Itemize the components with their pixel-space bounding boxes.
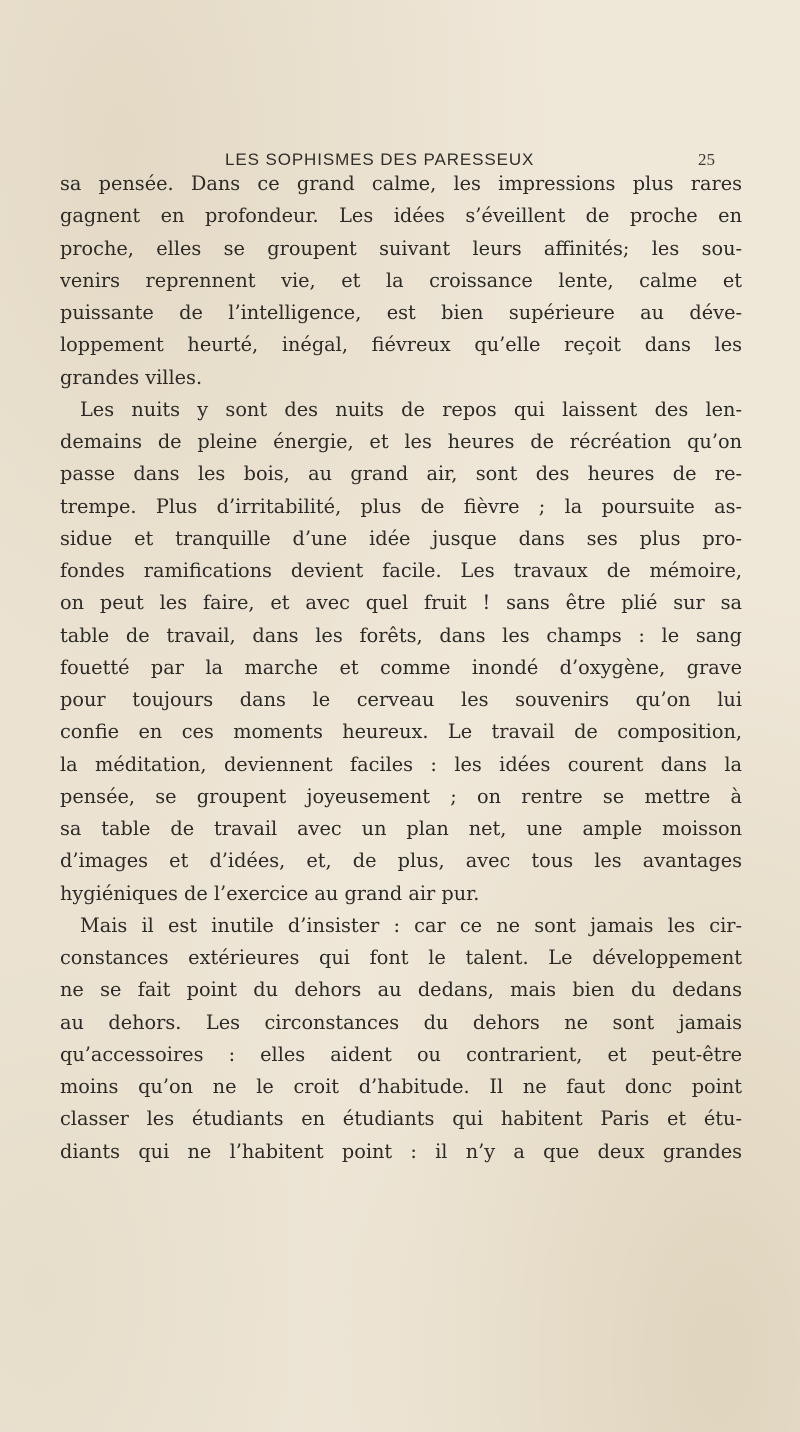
text-line: sa pensée. Dans ce grand calme, les impressions plus rares bbox=[60, 172, 742, 195]
text-line: qu’accessoires : elles aident ou contrarient, et peut-être bbox=[60, 1042, 742, 1066]
text-line: moins qu’on ne le croit d’habitude. Il ne faut donc point bbox=[60, 1075, 742, 1098]
text-line: puissante de l’intelligence, est bien supérieure au déve- bbox=[60, 301, 742, 324]
text-line: trempe. Plus d’irritabilité, plus de fièvre ; la poursuite as- bbox=[60, 494, 742, 518]
text-line: confie en ces moments heureux. Le travail de composition, bbox=[60, 720, 742, 744]
text-line: diants qui ne l’habitent point : il n’y a que deux grandes bbox=[60, 1139, 742, 1163]
text-line: classer les étudiants en étudiants qui habitent Paris et étu- bbox=[60, 1107, 742, 1131]
text-line: loppement heurté, inégal, fiévreux qu’elle reçoit dans les bbox=[60, 333, 742, 357]
text-line: fondes ramifications devient facile. Les travaux de mémoire, bbox=[60, 559, 742, 582]
text-line: au dehors. Les circonstances du dehors ne sont jamais bbox=[60, 1010, 742, 1034]
text-line: pour toujours dans le cerveau les souvenirs qu’on lui bbox=[60, 688, 742, 711]
text-line: Les nuits y sont des nuits de repos qui laissent des len- bbox=[80, 397, 742, 421]
text-line: on peut les faire, et avec quel fruit ! sans être plié sur sa bbox=[60, 591, 742, 615]
text-line: pensée, se groupent joyeusement ; on rentre se mettre à bbox=[60, 784, 742, 808]
text-line: constances extérieures qui font le talent. Le développement bbox=[60, 946, 742, 969]
text-line: ne se fait point du dehors au dedans, mais bien du dedans bbox=[60, 978, 742, 1002]
text-line: sidue et tranquille d’une idée jusque dans ses plus pro- bbox=[60, 526, 742, 550]
text-line: d’images et d’idées, et, de plus, avec tous les avantages bbox=[60, 849, 742, 873]
text-line: table de travail, dans les forêts, dans les champs : le sang bbox=[60, 623, 742, 647]
text-line: sa table de travail avec un plan net, une ample moisson bbox=[60, 817, 742, 840]
text-line: grandes villes. bbox=[60, 365, 203, 389]
text-line: gagnent en profondeur. Les idées s’éveillent de proche en bbox=[60, 204, 742, 228]
text-line: la méditation, deviennent faciles : les idées courent dans la bbox=[60, 752, 742, 776]
text-line: passe dans les bois, au grand air, sont des heures de re- bbox=[60, 462, 742, 486]
text-line: Mais il est inutile d’insister : car ce ne sont jamais les cir- bbox=[80, 913, 742, 937]
text-line: venirs reprennent vie, et la croissance lente, calme et bbox=[60, 268, 742, 292]
running-title: LES SOPHISMES DES PARESSEUX bbox=[225, 150, 535, 169]
text-line: hygiéniques de l’exercice au grand air pur. bbox=[60, 881, 480, 905]
page-number: 25 bbox=[698, 150, 715, 169]
body-text bbox=[60, 168, 742, 1168]
text-line: demains de pleine énergie, et les heures de récréation qu’on bbox=[60, 430, 742, 453]
text-line: fouetté par la marche et comme inondé d’oxygène, grave bbox=[60, 655, 742, 679]
text-line: proche, elles se groupent suivant leurs affinités; les sou- bbox=[60, 236, 742, 260]
